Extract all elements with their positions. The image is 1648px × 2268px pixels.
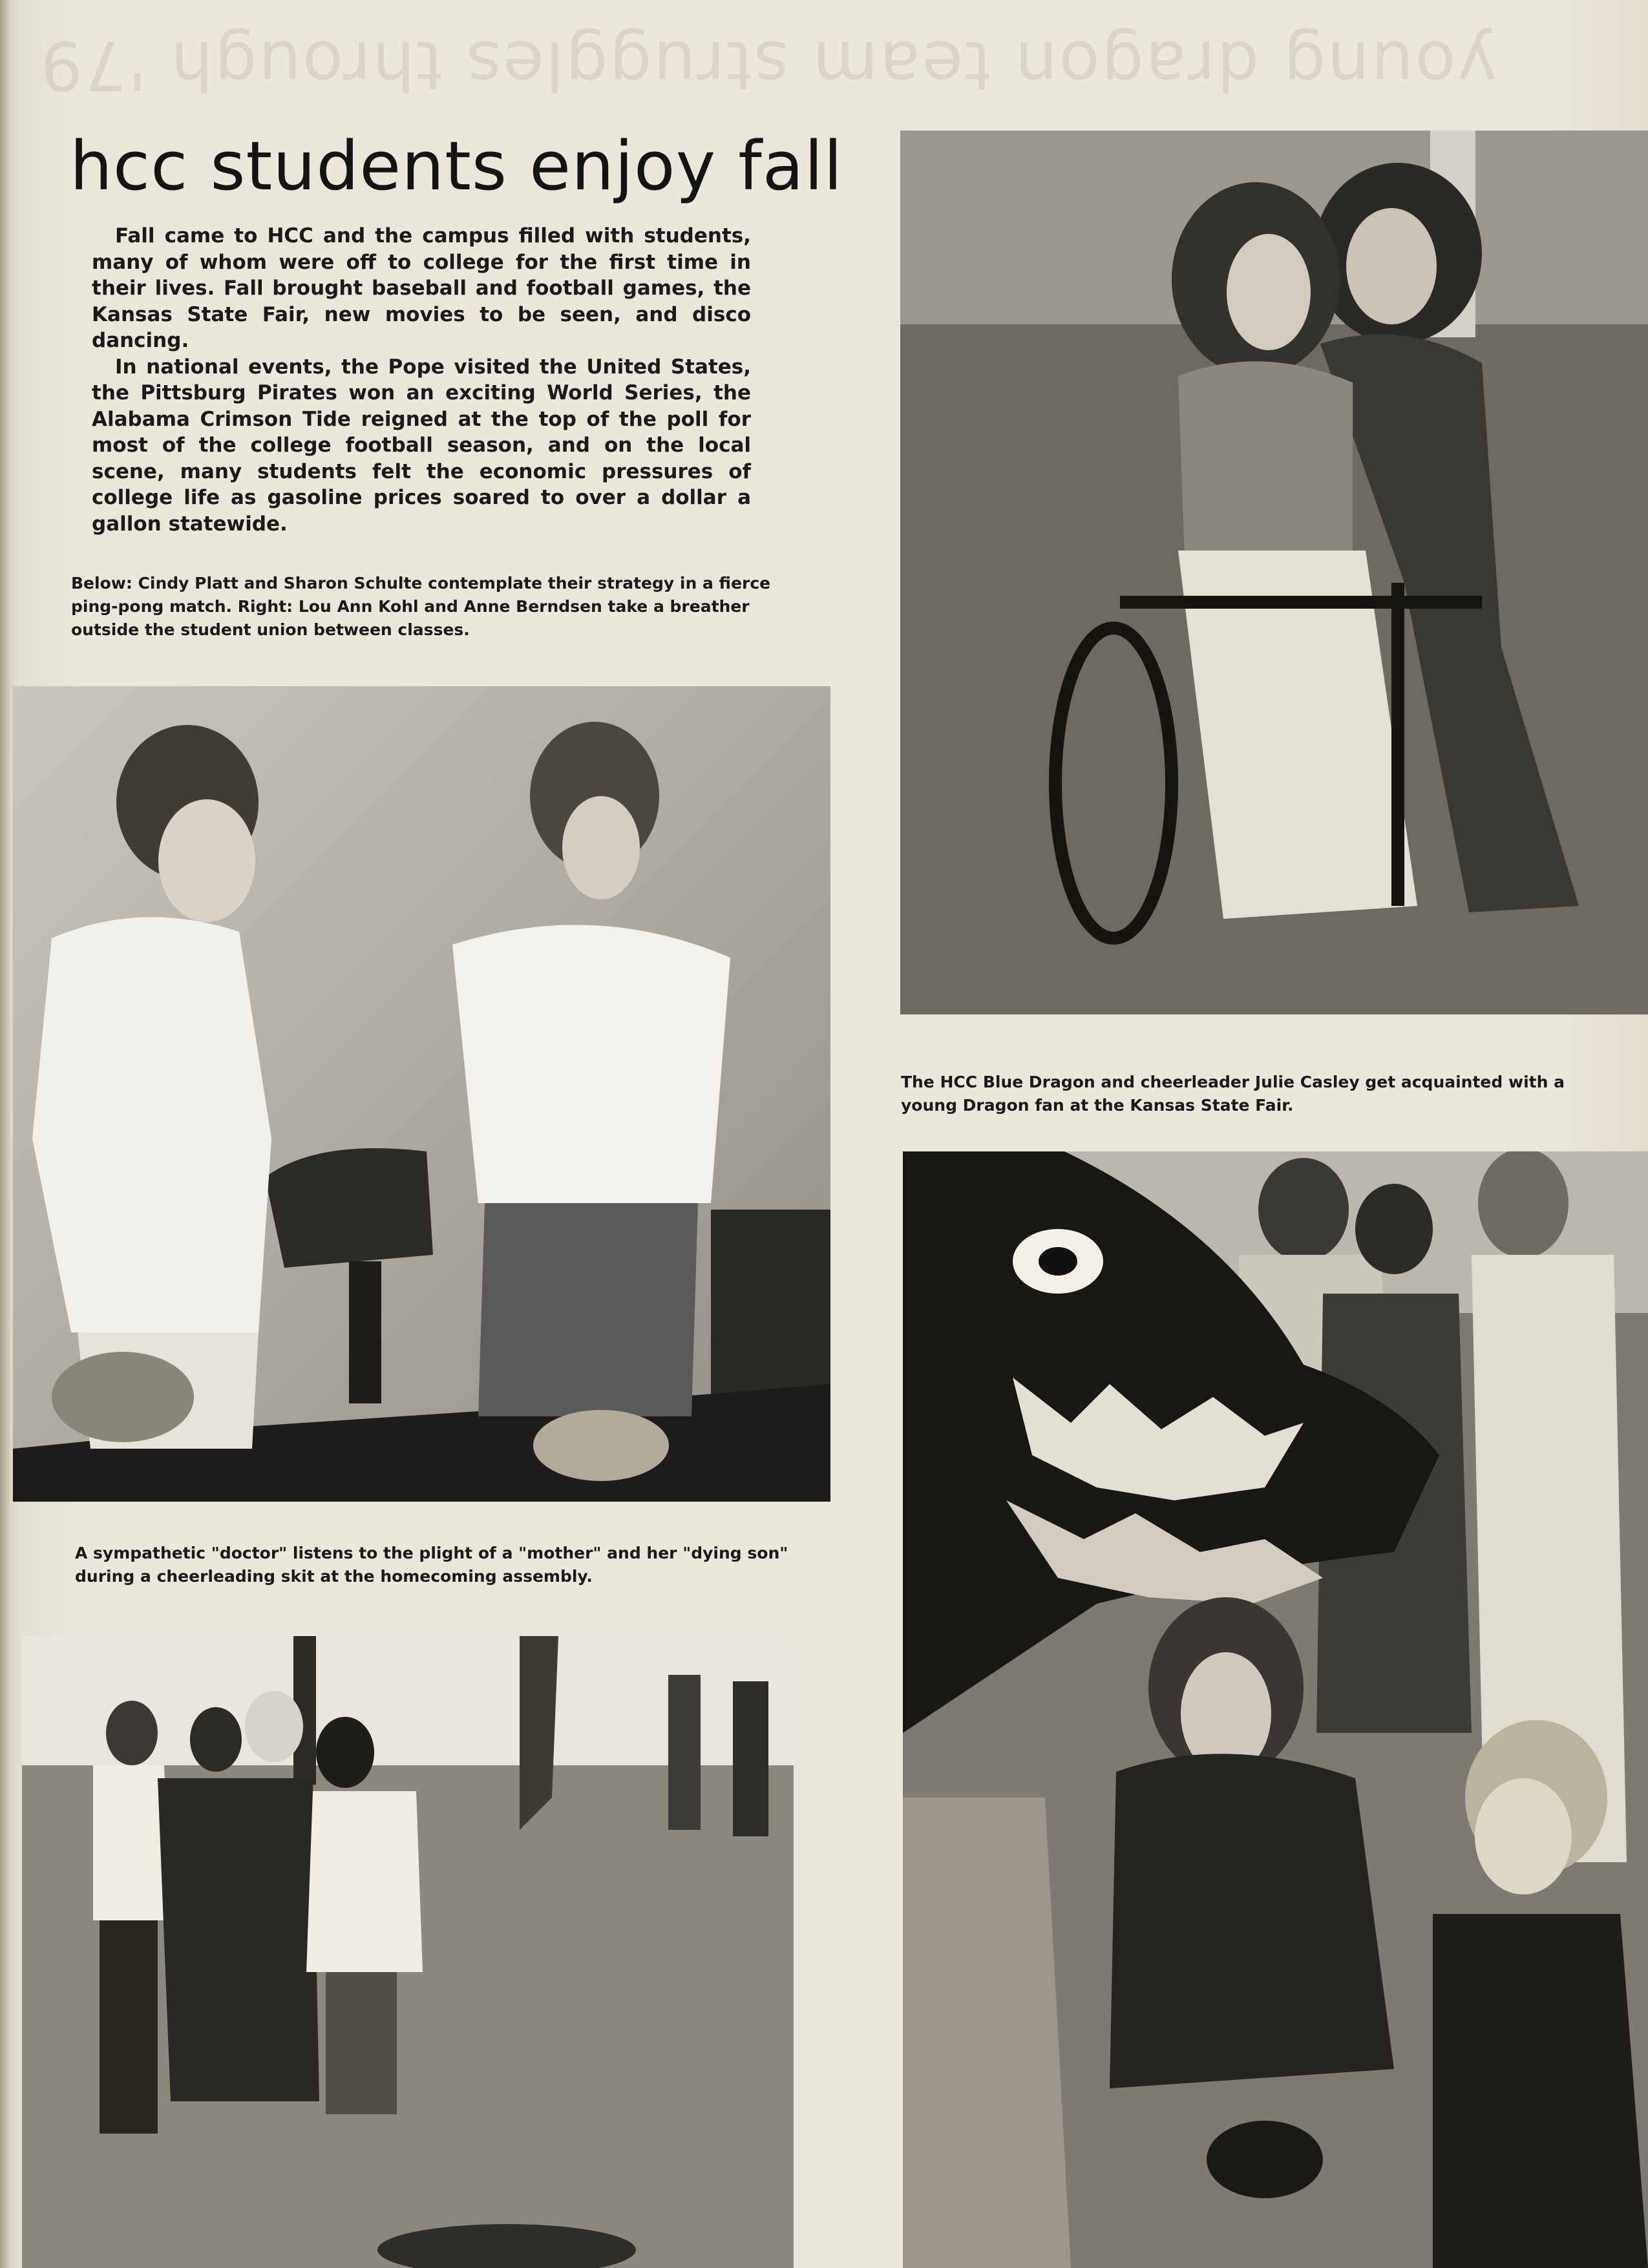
paragraph-2: In national events, the Pope visited the United States, the Pittsburg Pirates won an exciting World Series, the Alabama Crimson Tide reigned at the top of the poll for most of the college football season, and on the local scene, many students felt the economic pressures of college life as gasoline prices soared to over a dollar a gallon statewide.	[92, 355, 751, 536]
caption-dragon: The HCC Blue Dragon and cheerleader Julie Casley get acquainted with a young Dragon fan at the Kansas State Fair.	[901, 1073, 1565, 1115]
caption-pingpong: Below: Cindy Platt and Sharon Schulte contemplate their strategy in a fierce ping-pong match. Right: Lou Ann Kohl and Anne Berndsen take a breather outside the student union between classes.	[71, 574, 771, 639]
photo-homecoming-skit	[22, 1636, 794, 2268]
photo-ping-pong-match	[13, 686, 830, 1502]
article-body	[92, 223, 751, 537]
photo-students-outside-union	[900, 131, 1648, 1014]
photo-blue-dragon-at-fair	[903, 1151, 1648, 2268]
binding-edge	[0, 0, 9, 2268]
paragraph-1: Fall came to HCC and the campus filled with students, many of whom were off to college for the first time in their lives. Fall brought baseball and football games, the Kansas State Fair, new movies to be seen, and disco dancing.	[92, 224, 751, 352]
bleed-through-header: young dragon team struggles through '79	[39, 26, 1497, 105]
caption-skit: A sympathetic "doctor" listens to the plight of a "mother" and her "dying son" during a cheerleading skit at the homecoming assembly.	[75, 1544, 788, 1586]
page-title: hcc students enjoy fall	[70, 127, 843, 205]
